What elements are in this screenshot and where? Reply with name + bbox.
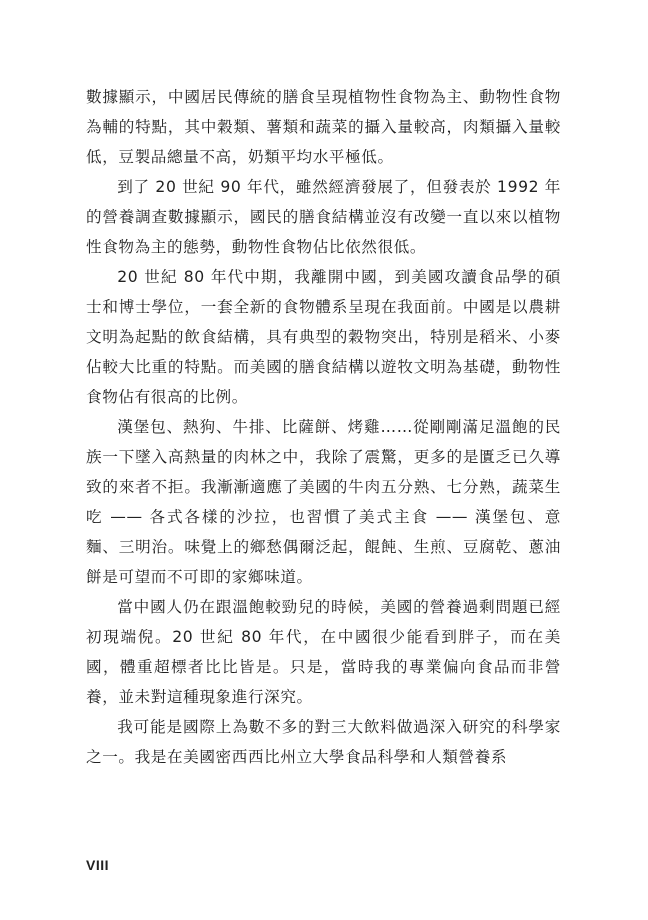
paragraph: 漢堡包、熱狗、牛排、比薩餅、烤雞……從剛剛滿足溫飽的民族一下墜入高熱量的肉林之中，我除了震驚，更多的是匱乏已久導致的來者不拒。我漸漸適應了美國的牛肉五分熟、七分熟，蔬菜生吃 —— 各式各樣的沙拉，也習慣了美式主食 —— 漢堡包、意麵、三明治。味覺上的鄉愁偶爾泛起，餛飩、生煎、豆腐乾、蔥油餅是可望而不可即的家鄉味道。 [86, 418, 561, 586]
body-text [86, 82, 561, 772]
page-number: VIII [86, 857, 110, 873]
paragraph: 20 世紀 80 年代中期，我離開中國，到美國攻讀食品學的碩士和博士學位，一套全新的食物體系呈現在我面前。中國是以農耕文明為起點的飲食結構，具有典型的穀物突出，特別是稻米、小麥佔較大比重的特點。而美國的膳食結構以遊牧文明為基礎，動物性食物佔有很高的比例。 [86, 268, 561, 406]
paragraph-continued: 數據顯示，中國居民傳統的膳食呈現植物性食物為主、動物性食物為輔的特點，其中穀類、薯類和蔬菜的攝入量較高，肉類攝入量較低，豆製品總量不高，奶類平均水平極低。 [86, 88, 561, 166]
paragraph: 當中國人仍在跟溫飽較勁兒的時候，美國的營養過剩問題已經初現端倪。20 世紀 80 年代，在中國很少能看到胖子，而在美國，體重超標者比比皆是。只是，當時我的專業偏向食品而非營養，並未對這種現象進行深究。 [86, 598, 561, 706]
paragraph: 我可能是國際上為數不多的對三大飲料做過深入研究的科學家之一。我是在美國密西西比州立大學食品科學和人類營養系 [86, 718, 561, 766]
paragraph: 到了 20 世紀 90 年代，雖然經濟發展了，但發表於 1992 年的營養調查數據顯示，國民的膳食結構並沒有改變一直以來以植物性食物為主的態勢，動物性食物佔比依然很低。 [86, 178, 561, 256]
